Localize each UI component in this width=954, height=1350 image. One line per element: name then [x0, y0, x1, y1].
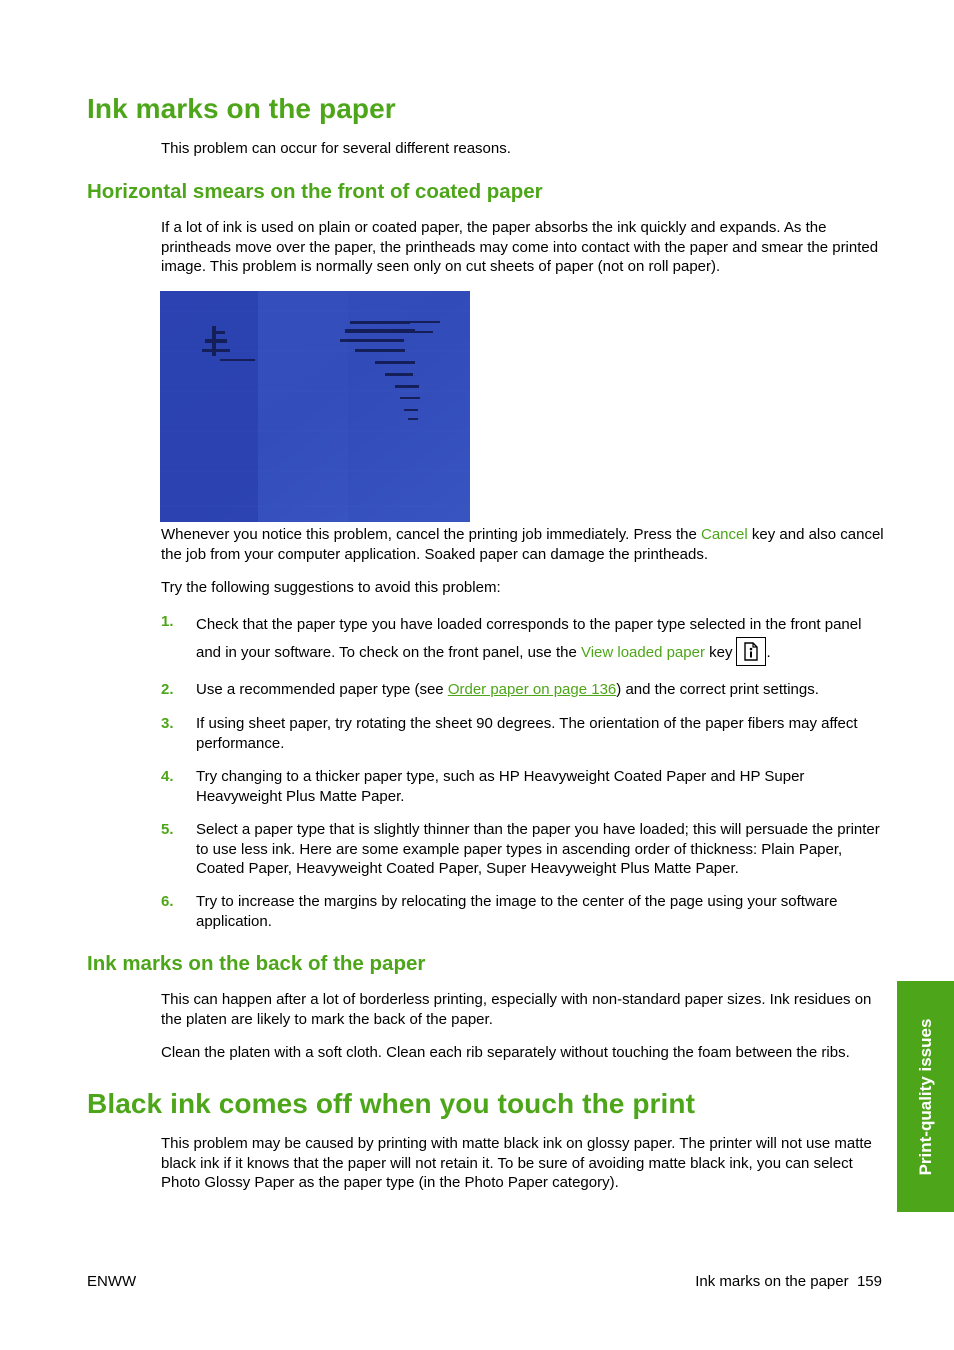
cancel-key-label: Cancel [701, 526, 748, 543]
paragraph-clean-platen: Clean the platen with a soft cloth. Clean each rib separately without touching the foam between the ribs. [161, 1044, 850, 1061]
list-item-2 [196, 680, 886, 700]
cancel-text-before: Whenever you notice this problem, cancel the printing job immediately. Press the [161, 526, 701, 543]
list-item-3: If using sheet paper, try rotating the sheet 90 degrees. The orientation of the paper fibers may affect performance. [196, 715, 858, 752]
section-title-black-ink: Black ink comes off when you touch the print [87, 1088, 696, 1119]
order-paper-link[interactable]: Order paper on page 136 [447, 681, 617, 698]
intro-text: This problem can occur for several different reasons. [161, 140, 511, 157]
list-item-1-text: Check that the paper type you have loaded corresponds to the paper type selected in the front panel and in your software. To check on the front panel, use the [196, 616, 862, 661]
footer-right [695, 1273, 882, 1290]
list-number-2: 2. [161, 681, 174, 698]
list-item-1-key-word: key [704, 644, 733, 661]
list-item-5: Select a paper type that is slightly thinner than the paper you have loaded; this will persuade the printer to use less ink. Here are some example paper types in ascending order of thickness: Plain Paper, Coated Paper, Heavyweight Coated Paper, Super Heavyweight Plus Matte Paper. [196, 821, 880, 877]
list-number-6: 6. [161, 893, 174, 910]
cancel-text-after: key and also cancel the job from your computer application. Soaked paper can damage the printheads. [161, 526, 884, 563]
subheading-back-marks: Ink marks on the back of the paper [87, 952, 426, 975]
paragraph-cancel-instruction [161, 525, 885, 564]
list-number-3: 3. [161, 715, 174, 732]
side-tab-label: Print-quality issues [915, 1018, 935, 1175]
page-title: Ink marks on the paper [87, 93, 396, 124]
view-loaded-paper-label: View loaded paper [580, 644, 705, 661]
smeared-print-photo [160, 291, 470, 522]
paragraph-suggestions-intro: Try the following suggestions to avoid this problem: [161, 579, 501, 596]
list-item-6: Try to increase the margins by relocating the image to the center of the page using your software application. [196, 893, 838, 930]
paragraph-smears-cause: If a lot of ink is used on plain or coated paper, the paper absorbs the ink quickly and expands. As the printheads move over the paper, the printheads may come into contact with the paper and smear the printed image. This problem is normally seen only on cut sheets of paper (not on roll paper). [161, 219, 879, 275]
list-number-4: 4. [161, 768, 174, 785]
list-number-1: 1. [161, 613, 174, 630]
list-number-5: 5. [161, 821, 174, 838]
info-page-icon [736, 637, 766, 666]
subheading-horizontal-smears: Horizontal smears on the front of coated paper [87, 180, 543, 203]
list-item-2-text: Use a recommended paper type (see [196, 681, 448, 698]
page-number: 159 [856, 1273, 882, 1290]
list-item-1-end: . [766, 644, 771, 661]
side-tab-print-quality[interactable] [897, 981, 954, 1212]
footer-title: Ink marks on the paper [695, 1273, 849, 1290]
list-item-2-text-after: ) and the correct print settings. [616, 681, 819, 698]
footer-left: ENWW [87, 1273, 137, 1290]
paragraph-back-marks-cause: This can happen after a lot of borderless printing, especially with non-standard paper sizes. Ink residues on the platen are likely to mark the back of the paper. [161, 991, 872, 1028]
paragraph-black-ink: This problem may be caused by printing with matte black ink on glossy paper. The printer will not use matte black ink if it knows that the paper will not retain it. To be sure of avoiding matte black ink, you can select Photo Glossy Paper as the paper type (in the Photo Paper category). [161, 1135, 872, 1191]
list-item-1 [196, 612, 886, 666]
list-item-4: Try changing to a thicker paper type, such as HP Heavyweight Coated Paper and HP Super Heavyweight Plus Matte Paper. [196, 768, 805, 805]
